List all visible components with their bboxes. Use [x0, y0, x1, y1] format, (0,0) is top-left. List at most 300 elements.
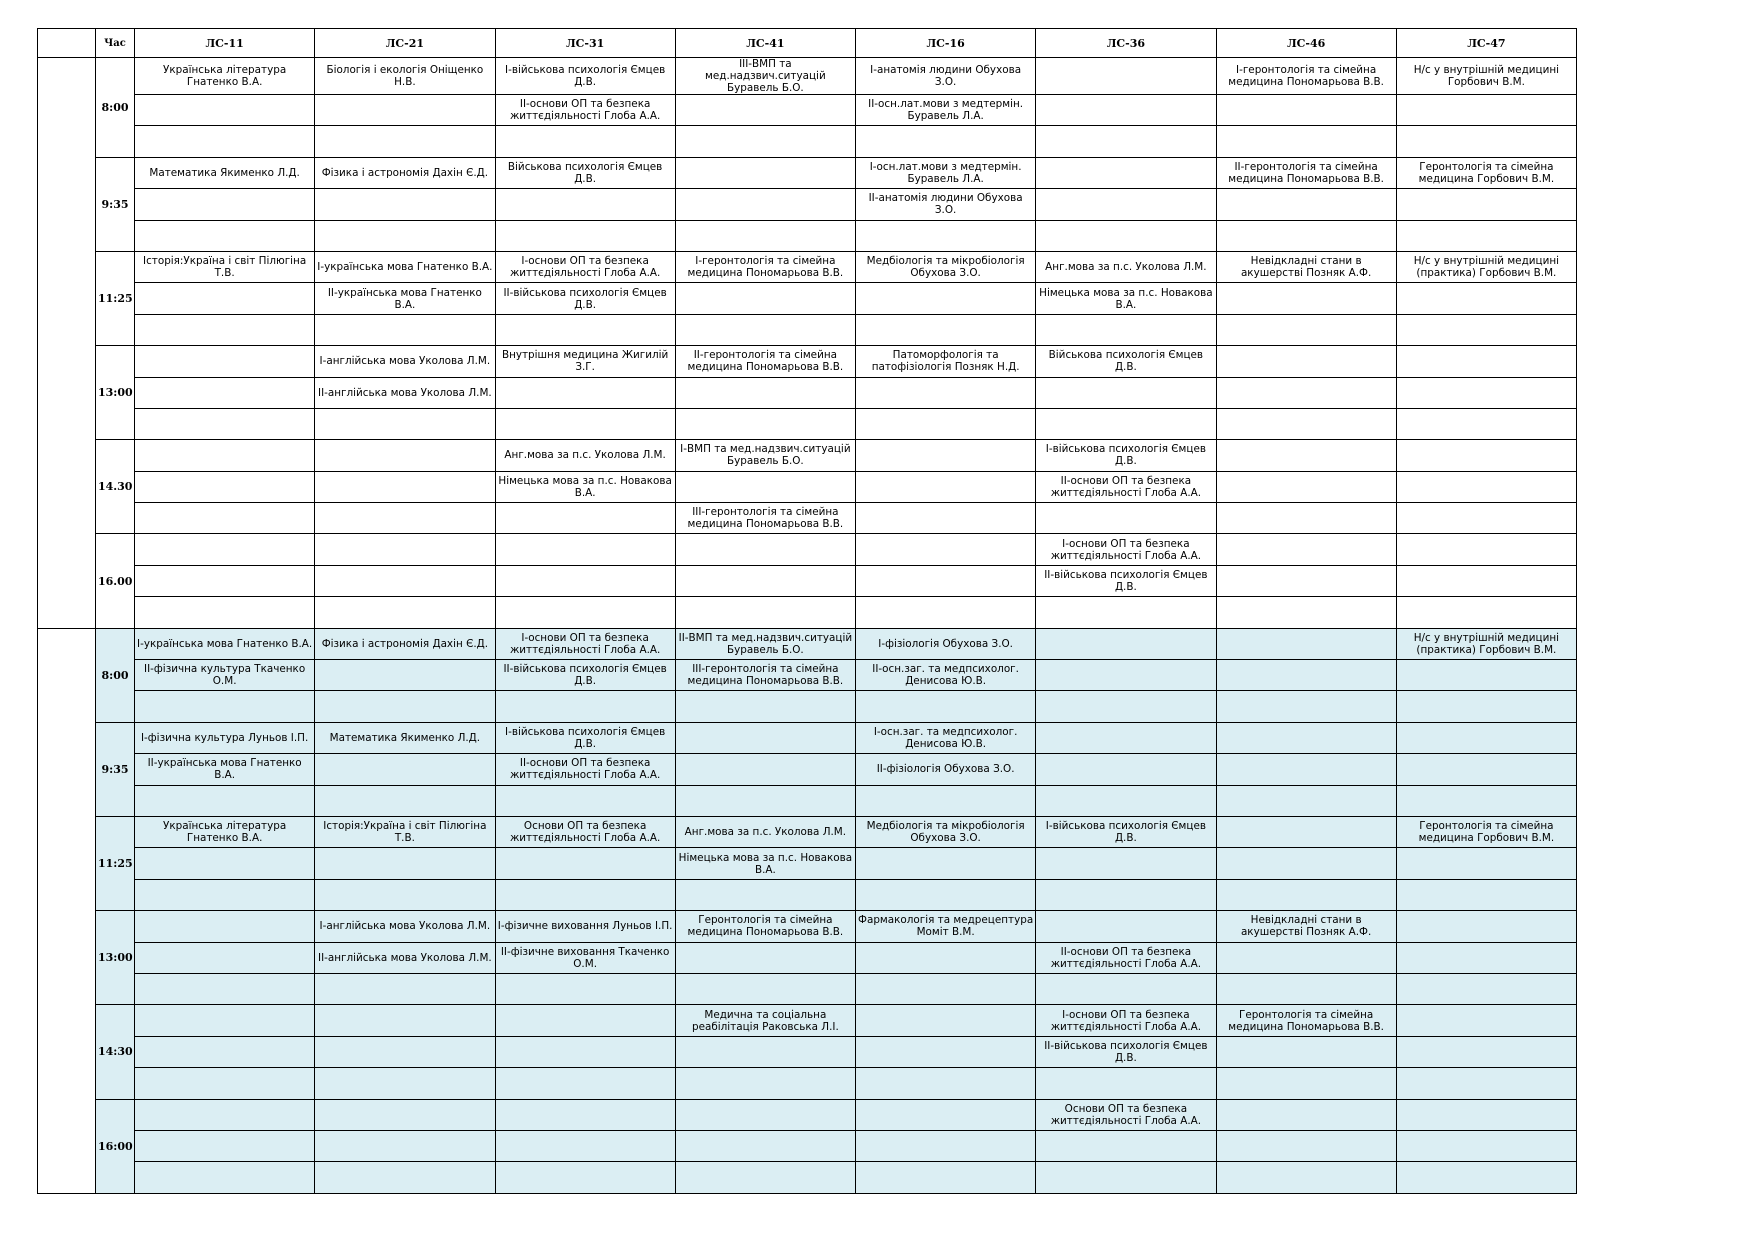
- class-cell: І-військова психологія Ємцев Д.В.: [1036, 440, 1216, 471]
- class-cell: [135, 126, 315, 157]
- class-cell: [1216, 816, 1396, 847]
- class-cell: [675, 189, 855, 220]
- class-cell: [135, 691, 315, 722]
- class-cell: [1036, 691, 1216, 722]
- group-header: ЛС-16: [856, 29, 1036, 58]
- class-cell: І-геронтологія та сімейна медицина Пономарьова В.В.: [1216, 58, 1396, 95]
- class-cell: Українська література Гнатенко В.А.: [135, 816, 315, 847]
- class-cell: [1216, 1130, 1396, 1161]
- class-cell: [856, 1068, 1036, 1099]
- class-cell: Німецька мова за п.с. Новакова В.А.: [495, 471, 675, 502]
- class-cell: І-осн.заг. та медпсихолог. Денисова Ю.В.: [856, 722, 1036, 753]
- class-cell: Геронтологія та сімейна медицина Горбович В.М.: [1396, 816, 1576, 847]
- class-cell: [1036, 754, 1216, 785]
- time-cell: 8:00: [96, 628, 135, 722]
- class-cell: І-фізичне виховання Луньов І.П.: [495, 911, 675, 942]
- class-cell: [135, 597, 315, 628]
- class-cell: [315, 1068, 495, 1099]
- class-cell: [135, 189, 315, 220]
- schedule-row: [38, 942, 1577, 973]
- class-cell: [1396, 1099, 1576, 1130]
- class-cell: ІІ-основи ОП та безпека життєдіяльності Глоба А.А.: [495, 754, 675, 785]
- time-cell: 13:00: [96, 346, 135, 440]
- class-cell: І-основи ОП та безпека життєдіяльності Глоба А.А.: [495, 251, 675, 282]
- class-cell: І-геронтологія та сімейна медицина Пономарьова В.В.: [675, 251, 855, 282]
- class-cell: [856, 440, 1036, 471]
- class-cell: [135, 565, 315, 596]
- schedule-row: [38, 754, 1577, 785]
- class-cell: І-ВМП та мед.надзвич.ситуацій Буравель Б.О.: [675, 440, 855, 471]
- class-cell: [1396, 283, 1576, 314]
- class-cell: ІІ-військова психологія Ємцев Д.В.: [495, 660, 675, 691]
- class-cell: [856, 1130, 1036, 1161]
- day-block-tuesday: [38, 628, 1577, 1193]
- class-cell: [856, 1162, 1036, 1193]
- class-cell: [1396, 879, 1576, 910]
- class-cell: ІІ-англійська мова Уколова Л.М.: [315, 377, 495, 408]
- class-cell: ІІ-основи ОП та безпека життєдіяльності Глоба А.А.: [1036, 942, 1216, 973]
- class-cell: [495, 1099, 675, 1130]
- schedule-row: [38, 691, 1577, 722]
- class-cell: [1036, 314, 1216, 345]
- time-cell: 16:00: [96, 1099, 135, 1193]
- class-cell: Медбіологія та мікробіологія Обухова З.О.: [856, 251, 1036, 282]
- class-cell: [856, 691, 1036, 722]
- class-cell: [1396, 126, 1576, 157]
- schedule-row: [38, 220, 1577, 251]
- time-cell: 9:35: [96, 722, 135, 816]
- class-cell: [675, 1036, 855, 1067]
- class-cell: [1036, 58, 1216, 95]
- class-cell: [495, 503, 675, 534]
- schedule-row: [38, 848, 1577, 879]
- class-cell: [1396, 754, 1576, 785]
- class-cell: [1216, 471, 1396, 502]
- class-cell: [1216, 440, 1396, 471]
- class-cell: [495, 377, 675, 408]
- class-cell: ІІ-військова психологія Ємцев Д.В.: [495, 283, 675, 314]
- time-cell: 16.00: [96, 534, 135, 628]
- class-cell: [495, 1162, 675, 1193]
- class-cell: [675, 1162, 855, 1193]
- class-cell: Основи ОП та безпека життєдіяльності Глоба А.А.: [495, 816, 675, 847]
- schedule-row: [38, 440, 1577, 471]
- class-cell: Фізика і астрономія Дахін Є.Д.: [315, 628, 495, 659]
- class-cell: [675, 95, 855, 126]
- class-cell: [1396, 942, 1576, 973]
- class-cell: [1216, 754, 1396, 785]
- class-cell: [495, 1036, 675, 1067]
- class-cell: [1396, 848, 1576, 879]
- class-cell: [1036, 911, 1216, 942]
- schedule-row: [38, 346, 1577, 377]
- class-cell: [495, 189, 675, 220]
- corner-cell: [38, 29, 96, 58]
- class-cell: ІІ-осн.лат.мови з медтермін. Буравель Л.А.: [856, 95, 1036, 126]
- class-cell: [315, 408, 495, 439]
- class-cell: [856, 283, 1036, 314]
- class-cell: [1216, 660, 1396, 691]
- class-cell: [1216, 220, 1396, 251]
- class-cell: Основи ОП та безпека життєдіяльності Глоба А.А.: [1036, 1099, 1216, 1130]
- class-cell: [495, 126, 675, 157]
- class-cell: [1216, 408, 1396, 439]
- class-cell: [315, 471, 495, 502]
- class-cell: [675, 691, 855, 722]
- class-cell: [1216, 1099, 1396, 1130]
- class-cell: Фізика і астрономія Дахін Є.Д.: [315, 157, 495, 188]
- class-cell: [135, 346, 315, 377]
- class-cell: [315, 879, 495, 910]
- class-cell: Математика Якименко Л.Д.: [315, 722, 495, 753]
- class-cell: [315, 785, 495, 816]
- class-cell: Н/с у внутрішній медицині (практика) Горбович В.М.: [1396, 628, 1576, 659]
- class-cell: [856, 848, 1036, 879]
- class-cell: І-фізіологія Обухова З.О.: [856, 628, 1036, 659]
- class-cell: І-українська мова Гнатенко В.А.: [135, 628, 315, 659]
- class-cell: І-основи ОП та безпека життєдіяльності Глоба А.А.: [1036, 534, 1216, 565]
- class-cell: ІІ-фізіологія Обухова З.О.: [856, 754, 1036, 785]
- class-cell: [135, 973, 315, 1004]
- class-cell: ІІ-військова психологія Ємцев Д.В.: [1036, 565, 1216, 596]
- schedule-row: [38, 879, 1577, 910]
- time-cell: 14.30: [96, 440, 135, 534]
- class-cell: [495, 1130, 675, 1161]
- class-cell: [135, 220, 315, 251]
- class-cell: [1216, 879, 1396, 910]
- class-cell: ІІ-анатомія людини Обухова З.О.: [856, 189, 1036, 220]
- class-cell: [315, 95, 495, 126]
- header-row: [38, 29, 1577, 58]
- class-cell: [1216, 848, 1396, 879]
- class-cell: [1036, 126, 1216, 157]
- time-cell: 8:00: [96, 58, 135, 158]
- class-cell: [315, 565, 495, 596]
- class-cell: [856, 471, 1036, 502]
- class-cell: [856, 220, 1036, 251]
- schedule-row: [38, 660, 1577, 691]
- class-cell: [1396, 346, 1576, 377]
- class-cell: [675, 283, 855, 314]
- class-cell: [856, 1099, 1036, 1130]
- schedule-row: [38, 471, 1577, 502]
- time-cell: 13:00: [96, 911, 135, 1005]
- class-cell: [1036, 597, 1216, 628]
- class-cell: [675, 1130, 855, 1161]
- class-cell: [1216, 597, 1396, 628]
- class-cell: [1216, 126, 1396, 157]
- class-cell: [1396, 189, 1576, 220]
- class-cell: [135, 785, 315, 816]
- class-cell: [1036, 785, 1216, 816]
- time-cell: 11:25: [96, 816, 135, 910]
- class-cell: [1036, 1068, 1216, 1099]
- class-cell: [856, 126, 1036, 157]
- class-cell: [1036, 189, 1216, 220]
- class-cell: ІІІ-ВМП та мед.надзвич.ситуацій Буравель Б.О.: [675, 58, 855, 95]
- class-cell: [675, 565, 855, 596]
- class-cell: [1396, 1036, 1576, 1067]
- class-cell: [1396, 565, 1576, 596]
- schedule-row: [38, 283, 1577, 314]
- class-cell: [315, 220, 495, 251]
- class-cell: І-англійська мова Уколова Л.М.: [315, 346, 495, 377]
- schedule-row: [38, 565, 1577, 596]
- class-cell: [856, 597, 1036, 628]
- class-cell: [1396, 911, 1576, 942]
- schedule-row: [38, 1005, 1577, 1036]
- class-cell: [1036, 95, 1216, 126]
- class-cell: [675, 471, 855, 502]
- class-cell: [675, 722, 855, 753]
- class-cell: [495, 879, 675, 910]
- schedule-row: [38, 1068, 1577, 1099]
- class-cell: ІІ-англійська мова Уколова Л.М.: [315, 942, 495, 973]
- class-cell: Історія:Україна і світ Пілюгіна Т.В.: [315, 816, 495, 847]
- class-cell: [1036, 220, 1216, 251]
- class-cell: Анг.мова за п.с. Уколова Л.М.: [675, 816, 855, 847]
- class-cell: [315, 189, 495, 220]
- class-cell: [495, 973, 675, 1004]
- class-cell: [1396, 1130, 1576, 1161]
- class-cell: ІІ-фізична культура Ткаченко О.М.: [135, 660, 315, 691]
- class-cell: ІІ-осн.заг. та медпсихолог. Денисова Ю.В.: [856, 660, 1036, 691]
- schedule-row: [38, 1036, 1577, 1067]
- class-cell: [856, 314, 1036, 345]
- class-cell: І-військова психологія Ємцев Д.В.: [495, 58, 675, 95]
- class-cell: [1216, 1162, 1396, 1193]
- class-cell: [135, 1068, 315, 1099]
- hour-header: Час: [96, 29, 135, 58]
- class-cell: [1396, 471, 1576, 502]
- class-cell: Німецька мова за п.с. Новакова В.А.: [1036, 283, 1216, 314]
- schedule-row: [38, 95, 1577, 126]
- class-cell: [495, 785, 675, 816]
- class-cell: [315, 534, 495, 565]
- class-cell: [135, 1130, 315, 1161]
- schedule-row: [38, 785, 1577, 816]
- class-cell: [135, 848, 315, 879]
- class-cell: [1396, 973, 1576, 1004]
- class-cell: І-військова психологія Ємцев Д.В.: [1036, 816, 1216, 847]
- class-cell: [856, 377, 1036, 408]
- schedule-row: [38, 377, 1577, 408]
- class-cell: ІІ-основи ОП та безпека життєдіяльності Глоба А.А.: [495, 95, 675, 126]
- class-cell: [1036, 503, 1216, 534]
- class-cell: І-військова психологія Ємцев Д.В.: [495, 722, 675, 753]
- class-cell: [135, 503, 315, 534]
- schedule-row: [38, 973, 1577, 1004]
- class-cell: [1216, 722, 1396, 753]
- class-cell: [1036, 628, 1216, 659]
- class-cell: [1216, 283, 1396, 314]
- class-cell: ІІ-українська мова Гнатенко В.А.: [135, 754, 315, 785]
- class-cell: [675, 597, 855, 628]
- class-cell: [315, 691, 495, 722]
- class-cell: [1036, 973, 1216, 1004]
- class-cell: [856, 879, 1036, 910]
- class-cell: [856, 503, 1036, 534]
- class-cell: [495, 691, 675, 722]
- class-cell: [315, 314, 495, 345]
- class-cell: [1396, 722, 1576, 753]
- day-block-monday: [38, 58, 1577, 629]
- class-cell: [1036, 157, 1216, 188]
- class-cell: [495, 408, 675, 439]
- class-cell: [1396, 1068, 1576, 1099]
- schedule-row: [38, 816, 1577, 847]
- class-cell: [1396, 534, 1576, 565]
- class-cell: ІІ-основи ОП та безпека життєдіяльності Глоба А.А.: [1036, 471, 1216, 502]
- schedule-row: [38, 1130, 1577, 1161]
- class-cell: І-англійська мова Уколова Л.М.: [315, 911, 495, 942]
- class-cell: І-осн.лат.мови з медтермін. Буравель Л.А.: [856, 157, 1036, 188]
- class-cell: [315, 754, 495, 785]
- schedule-row: [38, 628, 1577, 659]
- class-cell: [675, 754, 855, 785]
- schedule-row: [38, 534, 1577, 565]
- class-cell: [135, 408, 315, 439]
- schedule-row: [38, 1099, 1577, 1130]
- class-cell: [675, 942, 855, 973]
- class-cell: [315, 660, 495, 691]
- class-cell: Анг.мова за п.с. Уколова Л.М.: [1036, 251, 1216, 282]
- class-cell: [495, 1005, 675, 1036]
- class-cell: Геронтологія та сімейна медицина Пономарьова В.В.: [675, 911, 855, 942]
- time-cell: 14:30: [96, 1005, 135, 1099]
- day-label: [38, 58, 96, 629]
- class-cell: [1396, 377, 1576, 408]
- class-cell: [856, 408, 1036, 439]
- class-cell: [856, 565, 1036, 596]
- class-cell: [675, 1099, 855, 1130]
- schedule-row: [38, 408, 1577, 439]
- class-cell: І-основи ОП та безпека життєдіяльності Глоба А.А.: [495, 628, 675, 659]
- schedule-table: [37, 28, 1577, 1194]
- group-header: ЛС-36: [1036, 29, 1216, 58]
- class-cell: ІІ-фізичне виховання Ткаченко О.М.: [495, 942, 675, 973]
- class-cell: І-фізична культура Луньов І.П.: [135, 722, 315, 753]
- class-cell: [135, 471, 315, 502]
- class-cell: [135, 314, 315, 345]
- class-cell: [856, 973, 1036, 1004]
- schedule-row: [38, 126, 1577, 157]
- class-cell: ІІ-українська мова Гнатенко В.А.: [315, 283, 495, 314]
- time-cell: 11:25: [96, 251, 135, 345]
- class-cell: [1216, 377, 1396, 408]
- class-cell: [1216, 346, 1396, 377]
- class-cell: [315, 597, 495, 628]
- class-cell: Математика Якименко Л.Д.: [135, 157, 315, 188]
- schedule-row: [38, 1162, 1577, 1193]
- class-cell: Медбіологія та мікробіологія Обухова З.О.: [856, 816, 1036, 847]
- class-cell: Геронтологія та сімейна медицина Пономарьова В.В.: [1216, 1005, 1396, 1036]
- class-cell: [495, 220, 675, 251]
- class-cell: [495, 1068, 675, 1099]
- class-cell: Н/с у внутрішній медицині (практика) Горбович В.М.: [1396, 251, 1576, 282]
- schedule-row: [38, 314, 1577, 345]
- class-cell: [135, 440, 315, 471]
- class-cell: ІІІ-геронтологія та сімейна медицина Пономарьова В.В.: [675, 660, 855, 691]
- schedule-row: [38, 503, 1577, 534]
- class-cell: І-основи ОП та безпека життєдіяльності Глоба А.А.: [1036, 1005, 1216, 1036]
- class-cell: [1036, 1162, 1216, 1193]
- day-label: [38, 628, 96, 1193]
- class-cell: [1216, 1068, 1396, 1099]
- class-cell: [135, 1036, 315, 1067]
- class-cell: [1396, 785, 1576, 816]
- class-cell: [1396, 408, 1576, 439]
- schedule-row: [38, 58, 1577, 95]
- class-cell: Внутрішня медицина Жигилій З.Г.: [495, 346, 675, 377]
- group-header: ЛС-21: [315, 29, 495, 58]
- group-header: ЛС-47: [1396, 29, 1576, 58]
- class-cell: [675, 973, 855, 1004]
- class-cell: ІІ-військова психологія Ємцев Д.В.: [1036, 1036, 1216, 1067]
- class-cell: [675, 220, 855, 251]
- class-cell: [495, 314, 675, 345]
- class-cell: [856, 785, 1036, 816]
- class-cell: [1036, 722, 1216, 753]
- class-cell: [1216, 973, 1396, 1004]
- class-cell: [675, 157, 855, 188]
- schedule-row: [38, 597, 1577, 628]
- group-header: ЛС-31: [495, 29, 675, 58]
- class-cell: [675, 785, 855, 816]
- class-cell: [1396, 1162, 1576, 1193]
- class-cell: [1396, 220, 1576, 251]
- class-cell: [1216, 534, 1396, 565]
- class-cell: [1036, 660, 1216, 691]
- class-cell: [1216, 785, 1396, 816]
- class-cell: [135, 1099, 315, 1130]
- class-cell: [675, 126, 855, 157]
- class-cell: [135, 283, 315, 314]
- class-cell: [1216, 1036, 1396, 1067]
- class-cell: [135, 1005, 315, 1036]
- class-cell: [135, 377, 315, 408]
- class-cell: Військова психологія Ємцев Д.В.: [1036, 346, 1216, 377]
- schedule-row: [38, 911, 1577, 942]
- class-cell: [135, 1162, 315, 1193]
- class-cell: [1396, 440, 1576, 471]
- class-cell: [1216, 565, 1396, 596]
- class-cell: [315, 1099, 495, 1130]
- time-cell: 9:35: [96, 157, 135, 251]
- class-cell: [495, 534, 675, 565]
- schedule-row: [38, 251, 1577, 282]
- class-cell: Фармакологія та медрецептура Моміт В.М.: [856, 911, 1036, 942]
- class-cell: [675, 879, 855, 910]
- class-cell: [856, 1005, 1036, 1036]
- schedule-row: [38, 722, 1577, 753]
- class-cell: Анг.мова за п.с. Уколова Л.М.: [495, 440, 675, 471]
- class-cell: [1396, 691, 1576, 722]
- class-cell: [315, 848, 495, 879]
- class-cell: ІІ-геронтологія та сімейна медицина Пономарьова В.В.: [675, 346, 855, 377]
- class-cell: Українська література Гнатенко В.А.: [135, 58, 315, 95]
- class-cell: [495, 848, 675, 879]
- schedule-row: [38, 189, 1577, 220]
- class-cell: [1216, 95, 1396, 126]
- class-cell: Військова психологія Ємцев Д.В.: [495, 157, 675, 188]
- class-cell: [1396, 503, 1576, 534]
- class-cell: [1216, 691, 1396, 722]
- class-cell: Історія:Україна і світ Пілюгіна Т.В.: [135, 251, 315, 282]
- class-cell: [135, 534, 315, 565]
- class-cell: [675, 534, 855, 565]
- class-cell: І-анатомія людини Обухова З.О.: [856, 58, 1036, 95]
